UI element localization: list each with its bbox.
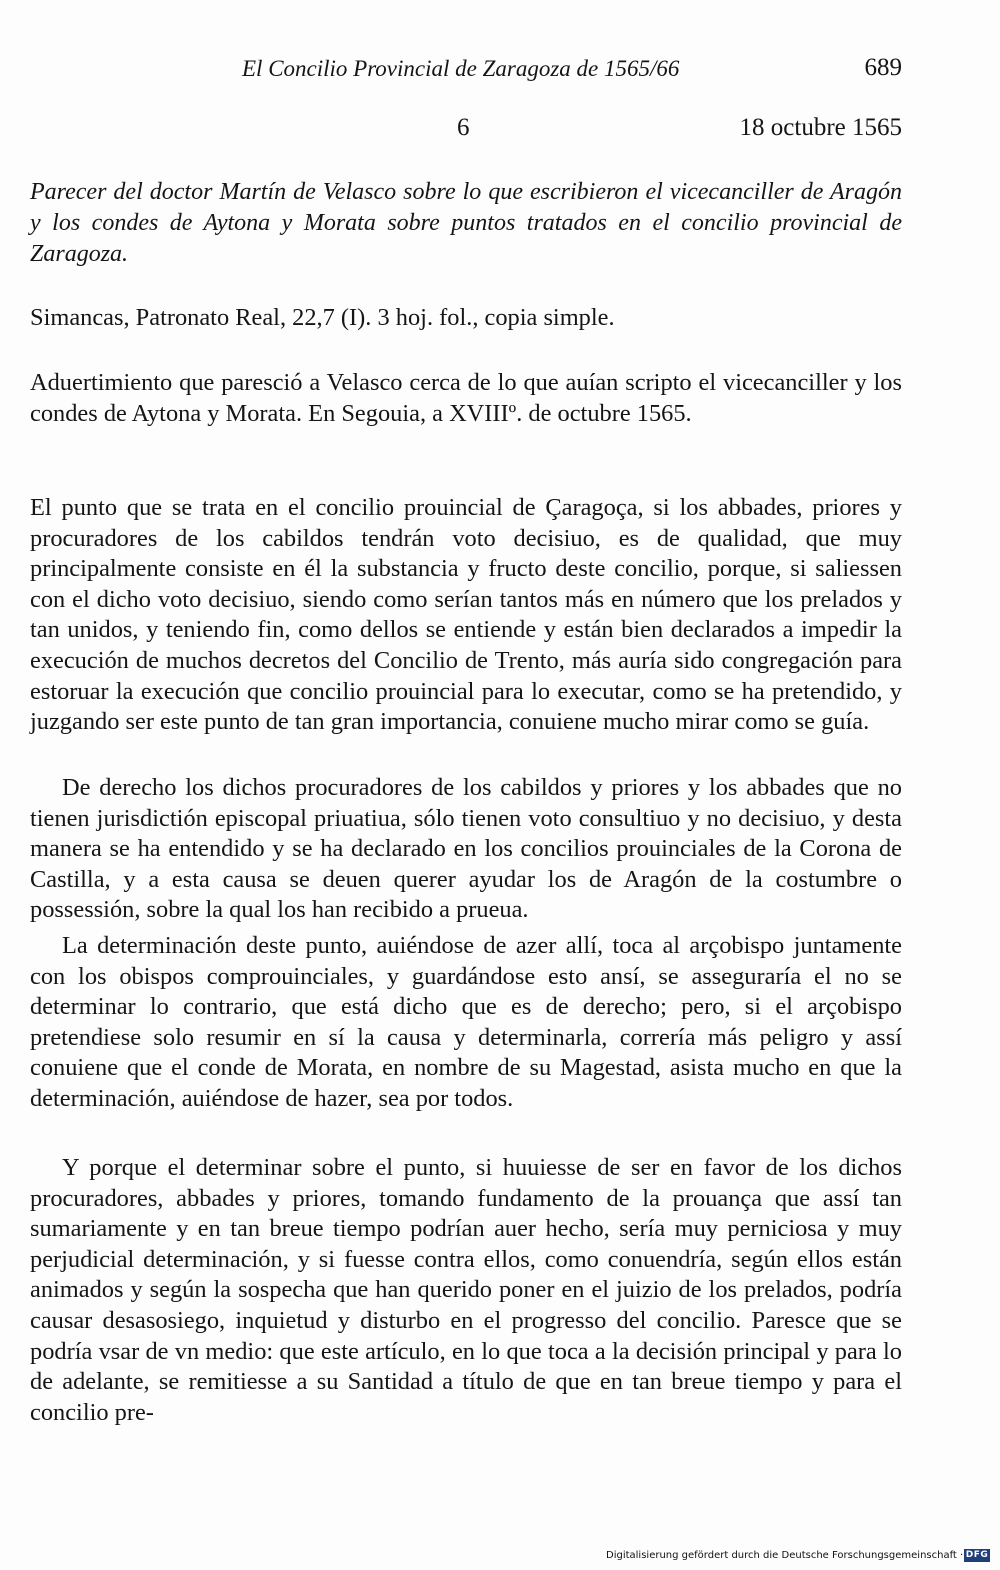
dfg-logo: DFG [965,1550,989,1560]
archival-source: Simancas, Patronato Real, 22,7 (I). 3 hoj. fol., copia simple. [30,304,615,331]
body-paragraph-3: La determinación deste punto, auiéndose de azer allí, toca al arçobispo juntamente con los obispos comprouinciales, y guardándose esto ansí, se asseguraría el no se determinar lo contrario, que está dicho que es de derecho; pero, si el arçobispo pretendiese solo resumir en sí la causa y determinarla, correría más peligro y assí conuiene que el conde de Morata, en nombre de su Magestad, asista mucho en que la determinación, auiéndose de hazer, sea por todos. [30,932,902,1112]
page-number: 689 [864,54,902,81]
document-summary: Parecer del doctor Martín de Velasco sobre lo que escribieron el vicecanciller de Aragón y los condes de Aytona y Morata sobre puntos tratados en el concilio provincial de Zaragoza. [30,179,902,267]
running-title: El Concilio Provincial de Zaragoza de 1565/66 [242,56,680,81]
body-paragraph-1: El punto que se trata en el concilio prouincial de Çaragoça, si los abbades, priores y procuradores de los cabildos tendrán voto decisiuo, es de qualidad, que muy principalmente consiste en él la substancia y fructo deste concilio, porque, si saliessen con el dicho voto decisiuo, siendo como serían tantos más en número que los prelados y tan unidos, y teniendo fin, como dellos se entiende y están bien declarados a impedir la execución de muchos decretos del Concilio de Trento, más auría sido congregación para estoruar la execución que concilio prouincial para lo executar, como se ha pretendido, y juzgando ser este punto de tan gran importancia, conuiene mucho mirar como se guía. [30,494,902,736]
document-date: 18 octubre 1565 [739,114,902,141]
document-number: 6 [457,114,470,141]
digitization-footer [606,1548,996,1564]
body-paragraph-2: De derecho los dichos procuradores de los cabildos y priores y los abbades que no tienen jurisdictión episcopal priuatiua, sólo tienen voto consultiuo y no decisiuo, y desta manera se ha entendido y se ha declarado en los concilios prouinciales de la Corona de Castilla, y a esta causa se deuen querer ayudar los de Aragón de la costumbre o possessión, sobre la qual los han recibido a prueua. [30,774,902,924]
digitization-credit: Digitalisierung gefördert durch die Deutsche Forschungsgemeinschaft · [606,1550,964,1561]
document-heading: Aduertimiento que paresció a Velasco cerca de lo que auían scripto el vicecanciller y los condes de Aytona y Morata. En Segouia, a XVIIIº. de octubre 1565. [30,369,902,427]
document-header [30,112,902,148]
body-paragraph-4: Y porque el determinar sobre el punto, si huuiesse de ser en favor de los dichos procuradores, abbades y priores, tomando fundamento de la prouança que assí tan sumariamente y en tan breue tiempo podrían auer hecho, sería muy perniciosa y muy perjudicial determinación, y si fuesse contra ellos, como conuendría, según ellos están animados y según la sospecha que han querido poner en el juizio de los prelados, podría causar desasosiego, inquietud y disturbo en el progresso del concilio. Paresce que se podría vsar de vn medio: que este artículo, en lo que toca a la decisión principal y para lo de adelante, se remitiesse a su Santidad a título de que en tan breue tiempo y para el concilio pre- [30,1154,902,1426]
running-head [30,52,902,88]
